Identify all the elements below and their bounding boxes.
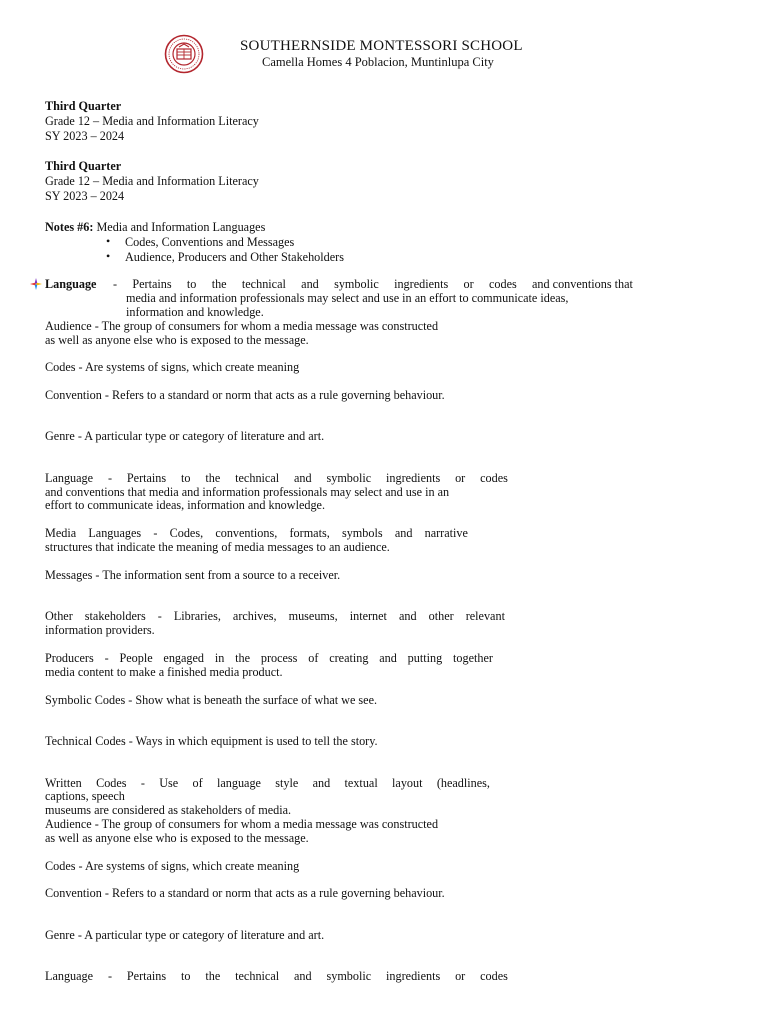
definition-audience: Audience - The group of consumers for whom a media message was constructed	[45, 319, 439, 333]
school-year-line: SY 2023 – 2024	[45, 129, 125, 143]
definition-messages: Messages - The information sent from a source to a receiver.	[45, 568, 341, 582]
notes-heading	[45, 220, 265, 234]
quarter-heading: Third Quarter	[45, 159, 122, 173]
definition-line: media and information professionals may select and use in an effort to communicate ideas,	[126, 291, 569, 305]
definition-codes: Codes - Are systems of signs, which create meaning	[45, 360, 300, 374]
definition-line: captions, speech	[45, 789, 125, 803]
definition-genre: Genre - A particular type or category of literature and art.	[45, 429, 325, 443]
bullet-icon: •	[106, 249, 111, 263]
definition-convention: Convention - Refers to a standard or norm that acts as a rule governing behaviour.	[45, 886, 445, 900]
definition-other-stakeholders: Other stakeholders - Libraries, archives, museums, internet and other relevant	[45, 609, 505, 623]
definition-line: effort to communicate ideas, information and knowledge.	[45, 498, 326, 512]
school-name: SOUTHERNSIDE MONTESSORI SCHOOL	[240, 38, 523, 54]
definition-line: and conventions that media and information professionals may select and use in an	[45, 485, 450, 499]
definition-symbolic-codes: Symbolic Codes - Show what is beneath the surface of what we see.	[45, 693, 378, 707]
definition-line: as well as anyone else who is exposed to the message.	[45, 831, 309, 845]
definition-audience: Audience - The group of consumers for whom a media message was constructed	[45, 817, 439, 831]
definition-line: as well as anyone else who is exposed to the message.	[45, 333, 309, 347]
school-year-line: SY 2023 – 2024	[45, 189, 125, 203]
subject-line: Grade 12 – Media and Information Literacy	[45, 174, 259, 188]
quarter-heading: Third Quarter	[45, 99, 122, 113]
definition-codes: Codes - Are systems of signs, which create meaning	[45, 859, 300, 873]
definition-line: - Pertains to the technical and symbolic ingredients or codes and conventions that	[113, 277, 633, 291]
definition-line: information and knowledge.	[126, 305, 264, 319]
definition-line: structures that indicate the meaning of media messages to an audience.	[45, 540, 390, 554]
definition-line: media content to make a finished media product.	[45, 665, 283, 679]
definition-media-languages: Media Languages - Codes, conventions, formats, symbols and narrative	[45, 526, 468, 540]
definition-language: Language - Pertains to the technical and symbolic ingredients or codes	[45, 471, 508, 485]
definition-line: museums are considered as stakeholders of media.	[45, 803, 292, 817]
notes-label: Notes #6:	[45, 220, 94, 234]
definition-language: Language - Pertains to the technical and symbolic ingredients or codes	[45, 969, 508, 983]
term-language: Language	[45, 277, 97, 291]
notes-bullet-item: Codes, Conventions and Messages	[125, 235, 295, 249]
definition-producers: Producers - People engaged in the process of creating and putting together	[45, 651, 493, 665]
definition-line: information providers.	[45, 623, 155, 637]
subject-line: Grade 12 – Media and Information Literacy	[45, 114, 259, 128]
definition-genre: Genre - A particular type or category of literature and art.	[45, 928, 325, 942]
definition-technical-codes: Technical Codes - Ways in which equipment is used to tell the story.	[45, 734, 378, 748]
definition-convention: Convention - Refers to a standard or norm that acts as a rule governing behaviour.	[45, 388, 445, 402]
school-address: Camella Homes 4 Poblacion, Muntinlupa City	[262, 55, 494, 69]
notes-bullet-item: Audience, Producers and Other Stakeholders	[125, 250, 344, 264]
notes-title: Media and Information Languages	[96, 220, 266, 234]
definition-written-codes: Written Codes - Use of language style and textual layout (headlines,	[45, 776, 490, 790]
school-seal-icon	[164, 34, 204, 74]
star-bullet-icon	[30, 278, 42, 290]
bullet-icon: •	[106, 234, 111, 248]
